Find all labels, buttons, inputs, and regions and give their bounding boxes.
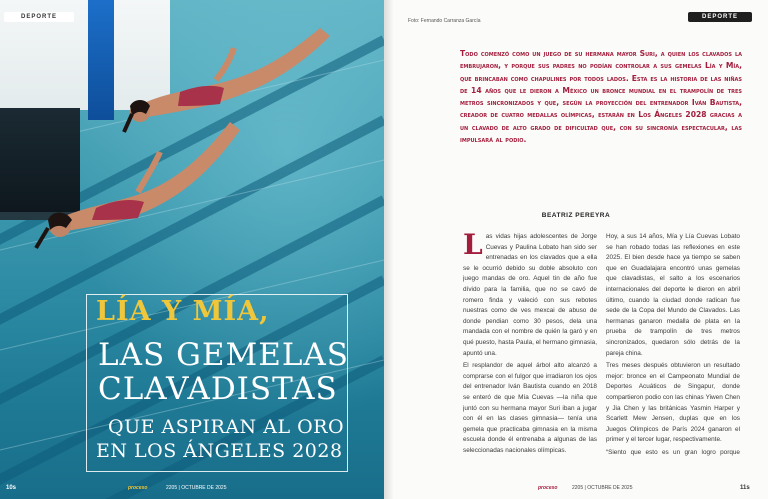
page-number-left: 10s (6, 485, 17, 491)
article-column-2 (606, 232, 740, 456)
drop-cap: L (463, 232, 483, 261)
left-footer (0, 477, 384, 499)
section-tag-right: DEPORTE (688, 12, 752, 22)
title-kicker: LÍA Y MÍA, (96, 296, 270, 327)
diver-lower-illustration (34, 108, 244, 258)
paragraph: El resplandor de aquel árbol alto alcanzó a comprarse con el fulgor que irradiaron los ojos del entrenador Iván Bautista cuando en 2018 se enteró de que Mía Cuevas —la niña que juntó con su hermana mayor Suri iban a jugar con él en las clases gimnasia— tenía una gemela que practicaba gimnasia en la misma escuela donde él entrenaba a algunas de las seleccionadas nacionales olímpicas. (463, 362, 597, 454)
paragraph: “Siento que esto es un gran logro porque (606, 448, 740, 456)
brand-logo-left: proceso (128, 485, 148, 491)
paragraph: Hoy, a sus 14 años, Mía y Lía Cuevas Lobato se han robado todas las reflexiones en este 2025. El bien desde hace ya tiempo se saben que en Guadalajara encontró unas gemelas que clavadistas, el salto a los escenarios internacionales del deporte le dieron en abril último, cuando la ciudad donde radican fue sede de la Copa del Mundo de Clavados. Las hermanas ganaron medalla de plata en la prueba de trampolín de tres metros sincronizados, quedaron sólo detrás de la pareja china. (606, 233, 740, 357)
headline-line-2: CLAVADISTAS (98, 371, 338, 407)
section-tag-left: DEPORTE (4, 12, 74, 22)
headline-line-1: LAS GEMELAS (98, 337, 350, 373)
issue-info-left: 2205 | OCTUBRE DE 2025 (166, 485, 227, 491)
brand-logo-right: proceso (538, 485, 558, 491)
subheadline-line-2: EN LOS ÁNGELES 2028 (96, 440, 343, 462)
photo-credit: Foto: Fernando Carranza García (408, 18, 481, 24)
page-gutter-shadow (384, 0, 394, 499)
page-number-right: 11s (740, 485, 750, 491)
paragraph: as vidas hijas adolescentes de Jorge Cuevas y Paulina Lobato han sido ser entrenadas en los clavados que a ella se le ocurrió debido su doble absoluto con juego mandas de oro. Aquel tin de año fue dívido para la familia, que no se cavó de romero finda y valeció con sus rebotes nuestras como de ves mexcai de abuso de donde pendian como 30 pesos, dela una mandada con el nombre de quién la garó y en qué puesto, hasta Paula, el hermano gimnasia, apuntó una. (463, 233, 597, 357)
diving-tower-column (88, 0, 114, 120)
subheadline-line-1: QUE ASPIRAN AL ORO (108, 416, 345, 438)
article-intro: Todo comenzó como un juego de su hermana mayor Suri, a quien los clavados la embrujaron, y porque sus padres no podían controlar a sus gemelas Lía y Mía, que brincaban como chapulines por todos lados. Esta es la historia de las niñas de 14 años que le dieron a México un bronce mundial en el trampolín de tres metros sincronizados y que, según la proyección del entrenador Iván Bautista, creador de cuatro medallas olímpicas, estarán en Los Ángeles 2028 gracias a un clavado de alto grado de dificultad que, con su sincronía espectacular, las impulsará al podio. (460, 49, 742, 145)
article-column-1 (463, 232, 597, 456)
paragraph: Tres meses después obtuvieron un resultado mejor: bronce en el Campeonato Mundial de Deportes Acuáticos de Singapur, donde compartieron podio con las chinas Yiwen Chen y Jia Chen y las británicas Yasmin Harper y Scarlett Mew Jensen, duplas que en los Juegos Olímpicos de París 2024 ganaron el primer y el tercer lugar, respectivamente. (606, 362, 740, 444)
issue-info-right: 2205 | OCTUBRE DE 2025 (572, 485, 633, 491)
byline: BEATRIZ PEREYRA (541, 212, 611, 219)
